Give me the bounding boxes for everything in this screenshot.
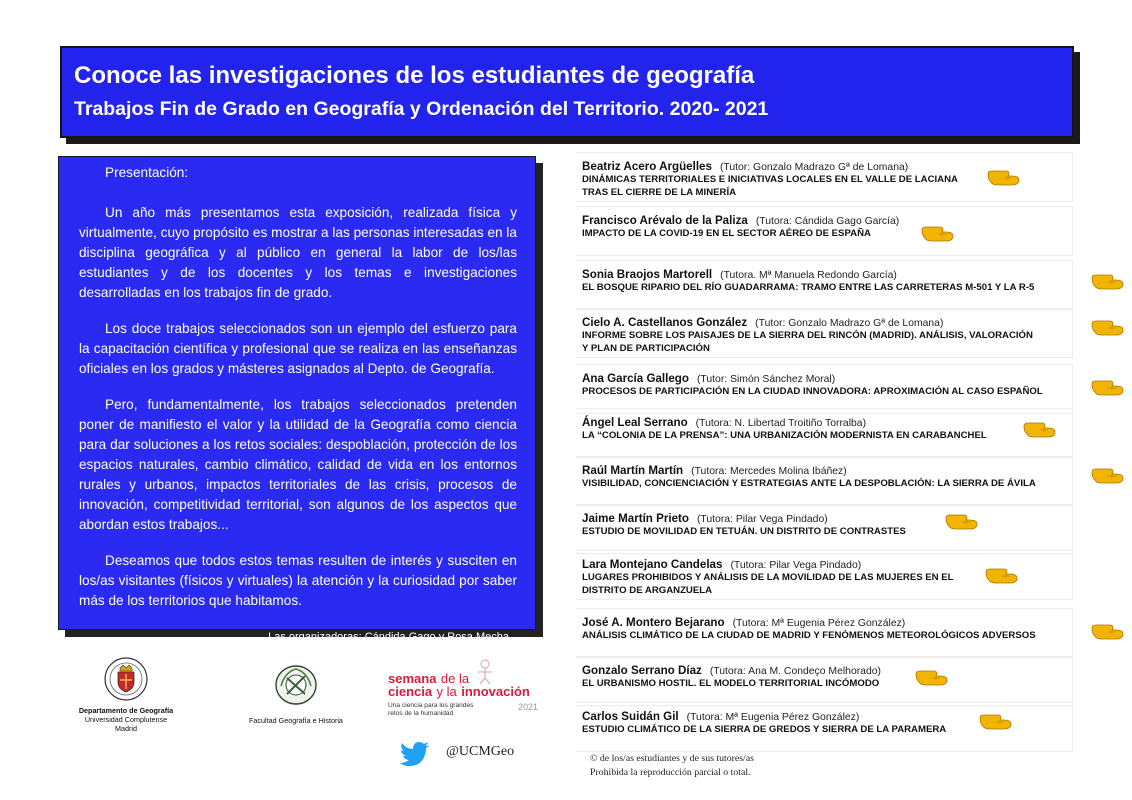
thesis-title bbox=[582, 173, 958, 199]
faculty-name: Facultad Geografía e Historia bbox=[249, 716, 343, 725]
thesis-title bbox=[582, 723, 946, 736]
thesis-title-line: DISTRITO DE ARGANZUELA bbox=[582, 585, 713, 596]
list-item bbox=[576, 608, 1073, 658]
pointing-hand-icon[interactable] bbox=[920, 224, 954, 242]
thesis-title bbox=[582, 677, 879, 690]
twitter-bird-icon[interactable] bbox=[400, 742, 430, 766]
pointing-hand-icon[interactable] bbox=[1090, 378, 1124, 396]
thesis-title-line: EL URBANISMO HOSTIL. EL MODELO TERRITORIAL INCÓMODO bbox=[582, 678, 880, 689]
thesis-title bbox=[582, 629, 1036, 642]
copyright-note bbox=[590, 752, 754, 780]
student-name: Ángel Leal Serrano bbox=[582, 416, 688, 429]
pointing-hand-icon[interactable] bbox=[978, 712, 1012, 730]
semana-tagline: retos de la humanidad bbox=[388, 710, 454, 717]
thesis-title-line: VISIBILIDAD, CONCIENCIACIÓN Y ESTRATEGIAS ANTE LA DESPOBLACIÓN: LA SIERRA DE ÁVILA bbox=[582, 478, 1036, 489]
semana-year: 2021 bbox=[518, 702, 539, 712]
thesis-title-line: ESTUDIO CLIMÁTICO DE LA SIERRA DE GREDOS Y SIERRA DE LA PARAMERA bbox=[582, 724, 947, 735]
semana-word: y la bbox=[436, 684, 457, 699]
semana-ciencia-logo bbox=[388, 664, 538, 720]
tutor-name: (Tutor: Simón Sánchez Moral) bbox=[696, 374, 836, 385]
list-item bbox=[576, 364, 1073, 414]
twitter-handle[interactable]: @UCMGeo bbox=[446, 744, 515, 759]
student-name: Jaime Martín Prieto bbox=[582, 512, 689, 525]
tutor-name: (Tutora: Mª Eugenia Pérez González) bbox=[732, 618, 906, 629]
thesis-title bbox=[582, 525, 906, 538]
copyright-line: © de los/as estudiantes y de sus tutores/as bbox=[590, 753, 754, 764]
city-name: Madrid bbox=[115, 724, 137, 733]
pointing-hand-icon[interactable] bbox=[944, 512, 978, 530]
presentation-paragraph: Los doce trabajos seleccionados son un ejemplo del esfuerzo para la capacitación científica y profesional que se realiza en las enseñanzas oficiales en los grados y másteres asignados al Depto. de Geografía. bbox=[79, 321, 517, 376]
thesis-title bbox=[582, 571, 954, 597]
tutor-name: (Tutora: Pilar Vega Pindado) bbox=[696, 514, 828, 525]
student-name: Sonia Braojos Martorell bbox=[582, 268, 713, 281]
presentation-paragraph: Pero, fundamentalmente, los trabajos seleccionados pretenden poner de manifiesto el valor y la utilidad de la Geografía como ciencia para dar soluciones a los retos sociales: despoblación, protección de los espacios naturales, cambio climático, calidad de vida en los entornos rurales y urbanos, impactos territoriales de las crisis, procesos de innovación, competitividad territorial, son algunos de los aspectos que abordan estos trabajos... bbox=[79, 397, 517, 532]
presentation-paragraph: Un año más presentamos esta exposición, realizada física y virtualmente, cuyo propósito es mostrar a las personas interesadas en la disciplina geográfica y al público en general la labor de los/las estudiantes y de los docentes y los temas e investigaciones desarrolladas en los trabajos fin de grado. bbox=[79, 205, 517, 300]
thesis-title bbox=[582, 477, 1036, 490]
thesis-title bbox=[582, 281, 1034, 294]
presentation-panel bbox=[58, 156, 536, 643]
organizers-signature: Las organizadoras: Cándida Gago y Rosa Mecha bbox=[268, 631, 509, 643]
student-name: Cielo A. Castellanos González bbox=[582, 316, 748, 329]
pointing-hand-icon[interactable] bbox=[984, 566, 1018, 584]
list-item bbox=[576, 260, 1073, 310]
semana-tagline: Una ciencia para los grandes bbox=[388, 702, 474, 709]
pointing-hand-icon[interactable] bbox=[1090, 466, 1124, 484]
list-item bbox=[576, 408, 1073, 458]
banner-subtitle: Trabajos Fin de Grado en Geografía y Ordenación del Territorio. 2020- 2021 bbox=[74, 98, 769, 120]
tutor-name: (Tutora: N. Libertad Troitiño Torralba) bbox=[695, 418, 867, 429]
ucm-seal-icon bbox=[103, 656, 149, 702]
tutor-name: (Tutora: Pilar Vega Pindado) bbox=[730, 560, 862, 571]
pointing-hand-icon[interactable] bbox=[986, 168, 1020, 186]
presentation-heading: Presentación: bbox=[105, 165, 189, 180]
tutor-name: (Tutora: Ana M. Condeço Melhorado) bbox=[709, 666, 881, 677]
thesis-title-line: ESTUDIO DE MOVILIDAD EN TETUÁN. UN DISTRITO DE CONTRASTES bbox=[582, 526, 906, 537]
presentation-paragraph: Deseamos que todos estos temas resulten de interés y susciten en los/as visitantes (físicos y virtuales) la atención y la curiosidad por saber más de los territorios que habitamos. bbox=[79, 553, 517, 608]
thesis-title bbox=[582, 385, 1043, 398]
semana-word: semana bbox=[388, 671, 437, 686]
thesis-list bbox=[576, 0, 1132, 800]
department-logo bbox=[78, 656, 174, 733]
student-name: Ana García Gallego bbox=[582, 372, 689, 385]
faculty-emblem-icon bbox=[273, 664, 319, 706]
figure-outline-icon bbox=[472, 658, 498, 684]
pointing-hand-icon[interactable] bbox=[1090, 622, 1124, 640]
thesis-title-line: LUGARES PROHIBIDOS Y ANÁLISIS DE LA MOVILIDAD DE LAS MUJERES EN EL bbox=[582, 572, 954, 583]
thesis-title-line: DINÁMICAS TERRITORIALES E INICIATIVAS LOCALES EN EL VALLE DE LACIANA bbox=[582, 174, 958, 185]
thesis-title bbox=[582, 329, 1033, 355]
thesis-title bbox=[582, 429, 987, 442]
tutor-name: (Tutora: Mercedes Molina Ibáñez) bbox=[691, 466, 847, 477]
thesis-title-line: Y PLAN DE PARTICIPACIÓN bbox=[582, 343, 710, 354]
student-name: Raúl Martín Martín bbox=[582, 464, 684, 477]
list-item bbox=[576, 656, 1073, 706]
pointing-hand-icon[interactable] bbox=[1090, 318, 1124, 336]
student-name: Gonzalo Serrano Díaz bbox=[582, 664, 702, 677]
tutor-name: (Tutora: Mª Eugenia Pérez González) bbox=[686, 712, 860, 723]
tutor-name: (Tutor: Gonzalo Madrazo Gª de Lomana) bbox=[719, 162, 909, 173]
student-name: Carlos Suidán Gil bbox=[582, 710, 679, 723]
list-item bbox=[576, 504, 1073, 554]
thesis-title-line: ANÁLISIS CLIMÁTICO DE LA CIUDAD DE MADRID Y FENÓMENOS METEOROLÓGICOS ADVERSOS bbox=[582, 630, 1036, 641]
university-name: Universidad Complutense bbox=[84, 715, 168, 724]
semana-word: ciencia bbox=[388, 684, 433, 699]
thesis-title-line: LA “COLONIA DE LA PRENSA”: UNA URBANIZACIÓN MODERNISTA EN CARABANCHEL bbox=[582, 430, 987, 441]
list-item bbox=[576, 206, 1073, 256]
pointing-hand-icon[interactable] bbox=[914, 668, 948, 686]
semana-word: de la bbox=[440, 671, 470, 686]
pointing-hand-icon[interactable] bbox=[1090, 272, 1124, 290]
tutor-name: (Tutora: Cándida Gago García) bbox=[755, 216, 900, 227]
tutor-name: (Tutora. Mª Manuela Redondo García) bbox=[720, 270, 897, 281]
banner-title: Conoce las investigaciones de los estudiantes de geografía bbox=[74, 62, 755, 89]
student-name: José A. Montero Bejarano bbox=[582, 616, 725, 629]
pointing-hand-icon[interactable] bbox=[1022, 420, 1056, 438]
student-name: Francisco Arévalo de la Paliza bbox=[582, 214, 748, 227]
thesis-title bbox=[582, 227, 871, 240]
thesis-title-line: IMPACTO DE LA COVID-19 EN EL SECTOR AÉREO DE ESPAÑA bbox=[582, 228, 871, 239]
student-name: Lara Montejano Candelas bbox=[582, 558, 723, 571]
thesis-title-line: PROCESOS DE PARTICIPACIÓN EN LA CIUDAD INNOVADORA: APROXIMACIÓN AL CASO ESPAÑOL bbox=[582, 386, 1043, 397]
thesis-title-line: INFORME SOBRE LOS PAISAJES DE LA SIERRA DEL RINCÓN (MADRID). ANÁLISIS, VALORACIÓN bbox=[582, 330, 1033, 341]
list-item bbox=[576, 456, 1073, 506]
list-item bbox=[576, 308, 1073, 358]
copyright-line: Prohibida la reproducción parcial o total. bbox=[590, 767, 751, 778]
thesis-title-line: TRAS EL CIERRE DE LA MINERÍA bbox=[582, 187, 737, 198]
thesis-title-line: EL BOSQUE RIPARIO DEL RÍO GUADARRAMA: TRAMO ENTRE LAS CARRETERAS M-501 Y LA R-5 bbox=[582, 282, 1035, 293]
dept-name: Departamento de Geografía bbox=[78, 706, 174, 715]
student-name: Beatriz Acero Argüelles bbox=[582, 160, 712, 173]
semana-word: innovación bbox=[461, 684, 530, 699]
tutor-name: (Tutor: Gonzalo Madrazo Gª de Lomana) bbox=[755, 318, 944, 329]
faculty-logo bbox=[236, 664, 356, 725]
